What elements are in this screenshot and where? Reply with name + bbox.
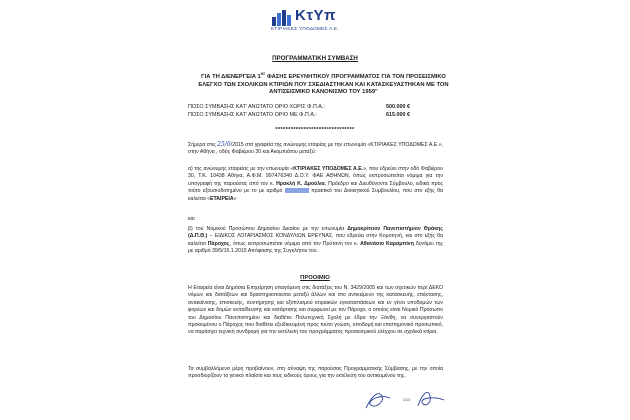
price-with-vat-value: 615.000 € [386,112,410,118]
party-a-pre: α) της ανώνυμης εταιρείας με την επωνυμία « [188,166,294,172]
and-word: και [188,216,195,222]
heading-post: ΦΑΣΗΣ ΕΡΕΥΝΗΤΙΚΟΥ ΠΡΟΓΡΑΜΜΑΤΟΣ ΓΙΑ ΤΟΝ ΠΡΟΣΕΙΣΜΙΚΟ ΕΛΕΓΧΟ ΤΩΝ ΣΧΟΛΙΚΩΝ ΚΤΙΡΙΩΝ ΠΟΥ ΣΧΕΔΙΑΣΤΗΚΑΝ ΚΑΙ ΚΑΤΑΣΚΕΥΑΣΤΗΚΑΝ ΜΕ ΤΟΝ ΑΝΤΙΣΕΙΣΜΙΚΟ ΚΑΝΟΝΙΣΜΟ ΤΟΥ 1959" [198,73,449,96]
intro-post: /2015 στα γραφεία της ανώνυμης εταιρίας με την επωνυμία «ΚΤΙΡΙΑΚΕΣ ΥΠΟΔΟΜΕΣ Α.Ε.», στην Αθήνα , οδός Φαβιέρου 30 και Ακομπιάτου μεταξύ: [188,142,443,156]
separator-stars: ******************************* [275,127,355,133]
party-a-alias: ΕΤΑΙΡΕΙΑ [210,195,234,202]
party-a-mid1: », που εδρεύει στην οδό Φαβιέρου 30, Τ.Κ. 10438 Αθήνα, Α.Φ.Μ. 997476340 Δ.Ο.Υ. ΦΑΕ ΑΘΗΝΩΝ, όπως εκπροσωπείται νόμιμα για την υπογραφή της παρούσας από τον κ. [188,166,443,187]
party-b-paragraph [188,226,443,256]
party-b-alias: Πάροχος [207,240,230,247]
party-b-mid1: – ΕΙΔΙΚΟΣ ΛΟΓΑΡΙΑΣΜΟΣ ΚΟΝΔΥΛΙΩΝ ΕΡΕΥΝΑΣ, που εδρεύει στην Κομοτηνή, και στο εξής θα καλείται [188,233,443,247]
logo-subtitle: ΚΤΙΡΙΑΚΕΣ ΥΠΟΔΟΜΕΣ Α.Ε. [271,27,339,32]
preamble-paragraph-2: Τα συμβαλλόμενα μέρη προβαίνουν, στη σύναψη της παρούσας Προγραμματικής Σύμβασης, με την οποία προσδιορίζουν το γενικό πλαίσιο και τους ειδικούς όρους για την εκτέλεση του αντικειμένου της. [188,366,443,380]
contract-heading [196,71,451,97]
party-a-paragraph [188,166,443,203]
preamble-paragraph-1: Η Εταιρεία είναι Δημόσια Επιχείρηση υπαγόμενη στις διατάξεις του Ν. 3429/2005 και των σχετικών περί ΔΕΚΟ νόμων και διατάξεων και δραστηριοποιείται μεταξύ άλλων και στο αντικείμενο της κατασκευής, επέκτασης, ανακαίνισης, επισκευής, συντήρησης και εξοπλισμού κτιριακών εγκαταστάσεων και εν γένει υποδομών των φορέων και δομών εκπαίδευσης και κατάρτισης και συμφωνεί με τον Πάροχο, ο οποίος είναι Νομικό Πρόσωπο του Δημοσίου Πανεπιστημίου και διαθέτει Πολυτεχνική Σχολή με έδρα την Ξάνθη, να συνεργαστούν προκειμένου ο Πάροχος που διαθέτει εξειδικευμένη προς τούτο γνώση, υποδομή και επιστημονικό προσωπικό, να παράσχει τεχνική συνδρομή για την εκτέλεση του προγράμματος προσεισμικού ελέγχου σε σχολικά κτίρια. [188,285,443,336]
heading-pre: ΓΙΑ ΤΗ ΔΙΕΝΕΡΓΕΙΑ 1 [201,73,261,80]
preamble-title: ΠΡΟΟΙΜΙΟ [300,275,330,281]
intro-paragraph [188,141,443,157]
price-without-vat-value: 500.000 € [386,104,410,110]
party-b-person: Αθανάσιο Καραμπίνη [360,240,414,247]
intro-date-handwritten: 25/6 [217,141,231,148]
party-b-name: Δημοκρίτειον Πανεπιστήμιον Θράκης (Δ.Π.Θ.) [188,226,443,240]
party-b-pre: β) του Νομικού Προσώπου Δημοσίου Δικαίου με την επωνυμία [188,226,348,232]
page-number: 1/13 [403,398,410,402]
redacted-number [285,188,309,193]
party-b-mid2: , όπως εκπροσωπείται νόμιμα από τον Πρύτανη τον κ. [229,240,361,247]
company-logo [271,8,363,38]
intro-pre: Σήμερα στις [188,142,218,148]
party-a-person: Ηρακλή Κ. Δρούλια [276,180,325,187]
party-a-end: » [233,195,237,202]
price-with-vat-label: ΠΟΣΟ ΣΥΜΒΑΣΗΣ ΚΑΤ' ΑΝΩΤΑΤΟ ΟΡΙΟ ΜΕ Φ.Π.Α.: [188,112,317,118]
price-without-vat-label: ΠΟΣΟ ΣΥΜΒΑΣΗΣ ΚΑΤ' ΑΝΩΤΑΤΟ ΟΡΙΟ ΧΩΡΙΣ Φ.Π.Α.: [188,104,325,110]
party-a-mid2: , Πρόεδρο και Διευθύνοντα Σύμβουλο, ειδικά προς τούτο εξουσιοδοτημένο με το με αριθμό [188,180,444,195]
party-b-post: δυνάμει της με αριθμό 39/5/15.1.2015 Απόφασης της Συγκλήτου του. [188,240,443,255]
document-title: ΠΡΟΓΡΑΜΜΑΤΙΚΗ ΣΥΜΒΑΣΗ [272,55,358,62]
logo-bars-icon [271,8,293,26]
heading-sup: ΗΣ [260,72,266,76]
party-a-post: πρακτικό του Διοικητικού Συμβουλίου, που στο εξής θα καλείται « [188,188,443,202]
logo-name: ΚτΥπ [295,7,337,24]
party-a-name: ΚΤΙΡΙΑΚΕΣ ΥΠΟΔΟΜΕΣ Α.Ε. [293,166,364,172]
